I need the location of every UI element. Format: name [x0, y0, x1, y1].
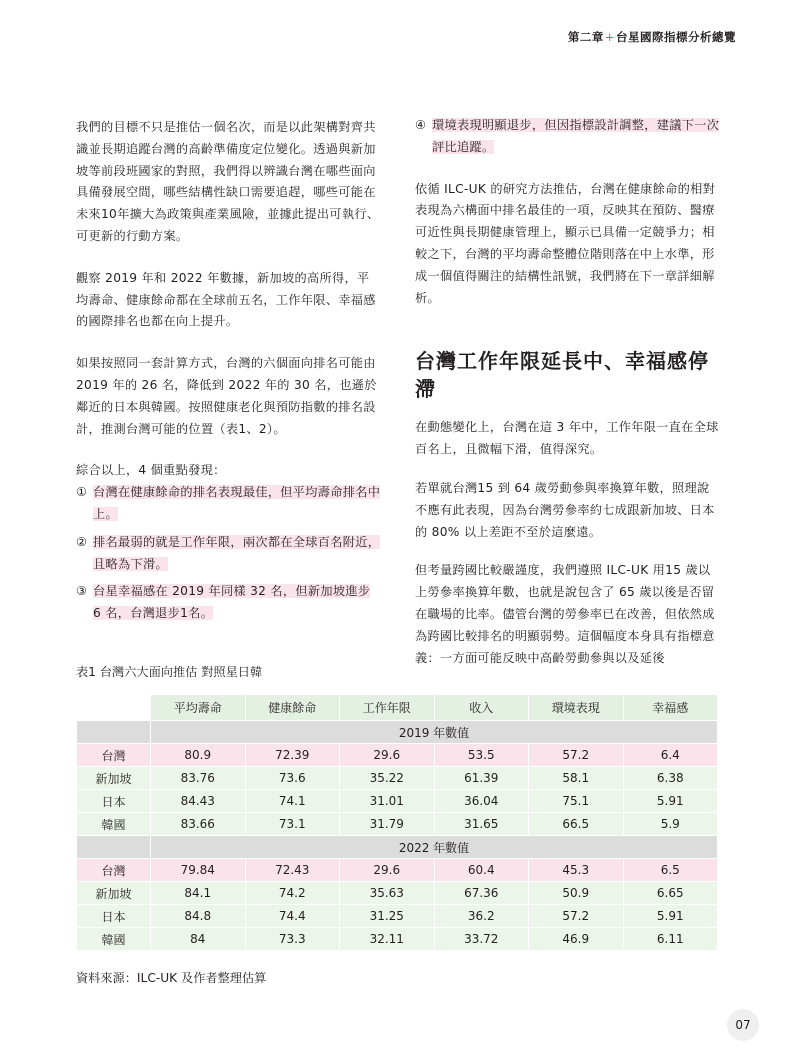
cell: 5.91 [623, 905, 718, 928]
cell: 72.43 [245, 859, 340, 882]
table-row [77, 790, 718, 813]
page-number: 07 [727, 1009, 759, 1041]
section-label: 2022 年數值 [151, 836, 718, 859]
row-label: 台灣 [77, 859, 151, 882]
row-label: 新加坡 [77, 882, 151, 905]
paragraph: 但考量跨國比較嚴謹度，我們遵照 ILC-UK 用15 歲以上勞參率換算年數，也就是說包含了 65 歲以後是否留在職場的比率。儘管台灣的勞參率已在改善，但依然成為跨國比較排名的明顯弱勢。這個幅度本身具有指標意義：一方面可能反映中高齡勞動參與以及延後 [415, 563, 715, 665]
paragraph: 我們的目標不只是推估一個名次，而是以此架構對齊共識並長期追蹤台灣的高齡準備度定位變化。透過與新加坡等前段班國家的對照，我們得以辨識台灣在哪些面向具備發展空間，哪些結構性缺口需要追趕，哪些可能在未來10年擴大為政策與產業風險，並據此提出可執行、可更新的行動方案。 [76, 120, 380, 243]
table-row [77, 744, 718, 767]
cell: 6.65 [623, 882, 718, 905]
cell: 79.84 [151, 859, 246, 882]
cell: 57.2 [529, 905, 624, 928]
cell: 35.63 [340, 882, 435, 905]
column-header: 健康餘命 [245, 695, 340, 721]
cell: 58.1 [529, 767, 624, 790]
cell: 74.4 [245, 905, 340, 928]
cell: 61.39 [434, 767, 529, 790]
cell: 31.01 [340, 790, 435, 813]
cell: 84.8 [151, 905, 246, 928]
finding-number: ③ [76, 584, 88, 599]
column-header: 幸福感 [623, 695, 718, 721]
cell: 31.79 [340, 813, 435, 836]
finding-text: 排名最弱的就是工作年限，兩次都在全球百名附近，且略為下滑。 [93, 534, 381, 571]
row-label: 新加坡 [77, 767, 151, 790]
finding-number: ④ [415, 118, 427, 132]
cell: 36.04 [434, 790, 529, 813]
cell: 84 [151, 928, 246, 951]
cell: 73.1 [245, 813, 340, 836]
paragraph: 若單就台灣15 到 64 歲勞動參與率換算年數，照理說不應有此表現，因為台灣勞參率約七成跟新加坡、日本的 80% 以上差距不至於這麼遠。 [415, 480, 715, 539]
cell: 5.9 [623, 813, 718, 836]
chapter-label: 第二章 [567, 30, 604, 44]
finding-item [76, 482, 381, 526]
section-row [77, 721, 718, 744]
findings-intro: 綜合以上，4 個重點發現： [76, 463, 226, 478]
column-header: 平均壽命 [151, 695, 246, 721]
chapter-title: 台星國際指標分析總覽 [616, 30, 736, 44]
finding-item [76, 581, 381, 625]
finding-item [76, 532, 381, 576]
table-row [77, 905, 718, 928]
cell: 33.72 [434, 928, 529, 951]
cell: 83.66 [151, 813, 246, 836]
cell: 67.36 [434, 882, 529, 905]
cell: 31.65 [434, 813, 529, 836]
cell: 50.9 [529, 882, 624, 905]
left-column [76, 117, 381, 625]
data-table [76, 694, 718, 951]
cell: 80.9 [151, 744, 246, 767]
column-header: 環境表現 [529, 695, 624, 721]
column-header: 工作年限 [340, 695, 435, 721]
cell: 74.1 [245, 790, 340, 813]
row-label: 韓國 [77, 813, 151, 836]
paragraph: 依循 ILC-UK 的研究方法推估，台灣在健康餘命的相對表現為六構面中排名最佳的一項，反映其在預防、醫療可近性與長期健康管理上，顯示已具備一定競爭力；相較之下，台灣的平均壽命整體位階則落在中上水準，形成一個值得關注的結構性訊號，我們將在下一章詳細解析。 [415, 181, 716, 305]
cell: 6.4 [623, 744, 718, 767]
cell: 84.1 [151, 882, 246, 905]
row-label: 韓國 [77, 928, 151, 951]
table-header-row [77, 695, 718, 721]
table-row [77, 859, 718, 882]
cell: 74.2 [245, 882, 340, 905]
corner-cell [77, 695, 151, 721]
cell: 73.3 [245, 928, 340, 951]
paragraph: 在動態變化上，台灣在這 3 年中，工作年限一直在全球百名上，且微幅下滑，值得深究。 [415, 420, 719, 457]
cell: 46.9 [529, 928, 624, 951]
finding-text: 環境表現明顯退步，但因指標設計調整，建議下一次評比追蹤。 [432, 118, 720, 154]
running-header [568, 29, 736, 45]
cell: 6.38 [623, 767, 718, 790]
cell: 60.4 [434, 859, 529, 882]
finding-number: ① [76, 485, 88, 500]
cell: 31.25 [340, 905, 435, 928]
cell: 29.6 [340, 744, 435, 767]
cell: 66.5 [529, 813, 624, 836]
section-row [77, 836, 718, 859]
row-label: 日本 [77, 790, 151, 813]
finding-item [415, 115, 720, 159]
cell: 53.5 [434, 744, 529, 767]
table-row [77, 813, 718, 836]
cell: 84.43 [151, 790, 246, 813]
cell: 6.5 [623, 859, 718, 882]
row-label: 台灣 [77, 744, 151, 767]
section-label: 2019 年數值 [151, 721, 718, 744]
cell: 6.11 [623, 928, 718, 951]
header-separator: + [604, 30, 615, 44]
table-caption: 表1 台灣六大面向推估 對照星日韓 [76, 665, 263, 679]
table-row [77, 882, 718, 905]
cell: 72.39 [245, 744, 340, 767]
table-row [77, 767, 718, 790]
cell: 35.22 [340, 767, 435, 790]
cell: 29.6 [340, 859, 435, 882]
finding-text: 台星幸福感在 2019 年同樣 32 名，但新加坡進步 6 名，台灣退步1名。 [93, 584, 371, 621]
finding-text: 台灣在健康餘命的排名表現最佳，但平均壽命排名中上。 [93, 485, 381, 521]
source-note: 資料來源：ILC-UK 及作者整理估算 [76, 971, 267, 985]
cell: 36.2 [434, 905, 529, 928]
cell: 73.6 [245, 767, 340, 790]
cell: 32.11 [340, 928, 435, 951]
paragraph: 如果按照同一套計算方式，台灣的六個面向排名可能由 2019 年的 26 名，降低到 2022 年的 30 名，也遜於鄰近的日本與韓國。按照健康老化與預防指數的排名設計，推測台灣可能的位置（表1、2）。 [76, 356, 377, 436]
cell: 83.76 [151, 767, 246, 790]
paragraph: 觀察 2019 年和 2022 年數據，新加坡的高所得，平均壽命、健康餘命都在全球前五名，工作年限、幸福感的國際排名也都在向上提升。 [76, 270, 376, 329]
cell: 75.1 [529, 790, 624, 813]
table-row [77, 928, 718, 951]
row-label: 日本 [77, 905, 151, 928]
cell: 57.2 [529, 744, 624, 767]
finding-number: ② [76, 534, 88, 549]
right-column [415, 115, 720, 669]
column-header: 收入 [434, 695, 529, 721]
section-heading: 台灣工作年限延長中、幸福感停滯 [415, 349, 709, 402]
cell: 5.91 [623, 790, 718, 813]
cell: 45.3 [529, 859, 624, 882]
